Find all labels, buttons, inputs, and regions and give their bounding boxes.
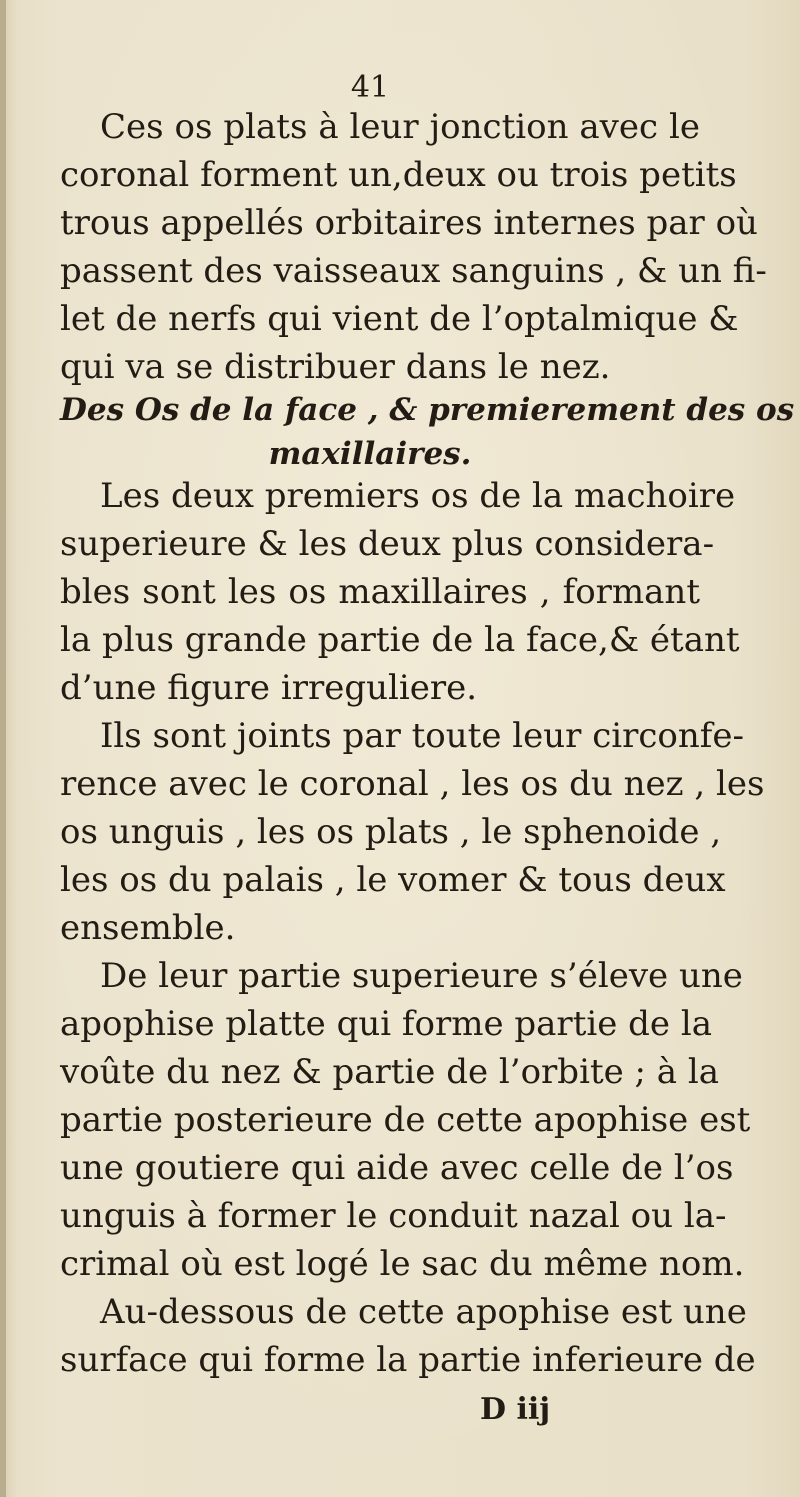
text-line: apophise platte qui forme partie de la [60, 1004, 712, 1044]
page-gutter [0, 0, 6, 1497]
text-line: les os du palais , le vomer & tous deux [60, 860, 726, 900]
text-line: De leur partie superieure s’éleve une [100, 956, 743, 996]
text-line: unguis à former le conduit nazal ou la- [60, 1196, 727, 1236]
text-line: surface qui forme la partie inferieure de [60, 1340, 756, 1380]
text-line: crimal où est logé le sac du même nom. [60, 1244, 745, 1284]
text-line: bles sont les os maxillaires , formant [60, 572, 700, 612]
text-line: let de nerfs qui vient de l’optalmique & [60, 299, 739, 339]
text-line: Ils sont joints par toute leur circonfe- [100, 716, 744, 756]
section-heading-continued: maxillaires. [268, 436, 472, 472]
section-heading: Des Os de la face , & premierement des os [60, 392, 795, 428]
signature-mark: D iij [480, 1392, 551, 1427]
text-line: partie posterieure de cette apophise est [60, 1100, 751, 1140]
text-line: rence avec le coronal , les os du nez , les [60, 764, 765, 804]
text-line: la plus grande partie de la face,& étant [60, 620, 740, 660]
text-line: une goutiere qui aide avec celle de l’os [60, 1148, 734, 1188]
text-line: d’une figure irreguliere. [60, 668, 478, 708]
text-line: superieure & les deux plus considera- [60, 524, 715, 564]
text-line: os unguis , les os plats , le sphenoide , [60, 812, 722, 852]
text-line: Au-dessous de cette apophise est une [100, 1292, 747, 1332]
page-number: 41 [350, 70, 390, 105]
text-line: qui va se distribuer dans le nez. [60, 347, 611, 387]
text-line: voûte du nez & partie de l’orbite ; à la [60, 1052, 720, 1092]
text-line: ensemble. [60, 908, 236, 948]
text-line: Les deux premiers os de la machoire [100, 476, 736, 516]
text-line: Ces os plats à leur jonction avec le [100, 107, 700, 147]
text-line: coronal forment un,deux ou trois petits [60, 155, 737, 195]
text-line: passent des vaisseaux sanguins , & un fi- [60, 251, 767, 291]
text-line: trous appellés orbitaires internes par où [60, 203, 758, 243]
